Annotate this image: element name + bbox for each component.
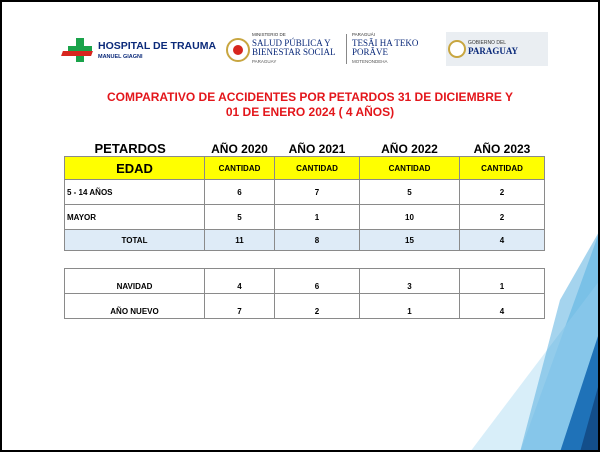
guarani-foot: MOTENONDEHA [352, 59, 388, 64]
total-cell: 8 [275, 230, 360, 251]
table-cell: 2 [460, 205, 545, 230]
total-label: TOTAL [65, 230, 205, 251]
table-cell: 4 [460, 294, 545, 319]
holiday-table [64, 268, 545, 319]
edad-label: EDAD [65, 157, 205, 180]
table-cell: 1 [360, 294, 460, 319]
total-row [65, 230, 545, 251]
cantidad-label: CANTIDAD [460, 157, 545, 180]
slide-title [60, 90, 560, 120]
table-row [65, 294, 545, 319]
table-cell: 10 [360, 205, 460, 230]
row-label: MAYOR [65, 205, 205, 230]
title-line-1: COMPARATIVO DE ACCIDENTES POR PETARDOS 31 DE DICIEMBRE Y [106, 90, 514, 104]
guarani-small: PARAGUÁI [352, 32, 375, 37]
table-cell: 6 [205, 180, 275, 205]
table-cell: 2 [460, 180, 545, 205]
year-header: AÑO 2023 [473, 142, 531, 156]
total-cell: 4 [460, 230, 545, 251]
table-row [65, 205, 545, 230]
gobierno-name: PARAGUAY [468, 46, 519, 56]
ministry-country: PARAGUAY [252, 59, 277, 64]
table-cell: 6 [275, 269, 360, 294]
row-label: AÑO NUEVO [65, 294, 205, 319]
hospital-logo [68, 36, 216, 66]
total-cell: 11 [205, 230, 275, 251]
cantidad-label: CANTIDAD [360, 157, 460, 180]
title-line-2: 01 DE ENERO 2024 ( 4 AÑOS) [225, 105, 395, 119]
table-cell: 2 [275, 294, 360, 319]
year-header: AÑO 2020 [211, 142, 268, 156]
petardos-label: PETARDOS [94, 141, 166, 156]
cross-icon [68, 38, 92, 62]
header-logos [62, 26, 548, 72]
ministry-seal-icon [226, 38, 250, 62]
age-table [64, 136, 545, 251]
year-header: AÑO 2022 [381, 142, 438, 156]
hospital-subname: MANUEL GIAGNI [98, 54, 143, 60]
divider [346, 34, 347, 64]
table-cell: 1 [275, 205, 360, 230]
table-cell: 4 [205, 269, 275, 294]
table-row [65, 269, 545, 294]
hospital-name: HOSPITAL DE TRAUMA [98, 40, 217, 52]
guarani-name: TESÃI HA TEKO PORÃVE [352, 38, 419, 57]
table-cell: 7 [275, 180, 360, 205]
cantidad-label: CANTIDAD [205, 157, 275, 180]
edad-row [65, 157, 545, 180]
total-cell: 15 [360, 230, 460, 251]
gobierno-seal-icon [448, 40, 466, 58]
table-cell: 3 [360, 269, 460, 294]
gobierno-small: GOBIERNO DEL [468, 40, 507, 46]
ministry-name: SALUD PÚBLICA Y BIENESTAR SOCIAL [252, 38, 336, 57]
cantidad-label: CANTIDAD [275, 157, 360, 180]
table-cell: 5 [360, 180, 460, 205]
row-label: 5 - 14 AÑOS [65, 180, 205, 205]
year-header-row [65, 136, 545, 157]
row-label: NAVIDAD [65, 269, 205, 294]
table-cell: 7 [205, 294, 275, 319]
ministry-small: MINISTERIO DE [252, 32, 286, 37]
table-row [65, 180, 545, 205]
table-cell: 1 [460, 269, 545, 294]
year-header: AÑO 2021 [288, 142, 346, 156]
table-cell: 5 [205, 205, 275, 230]
